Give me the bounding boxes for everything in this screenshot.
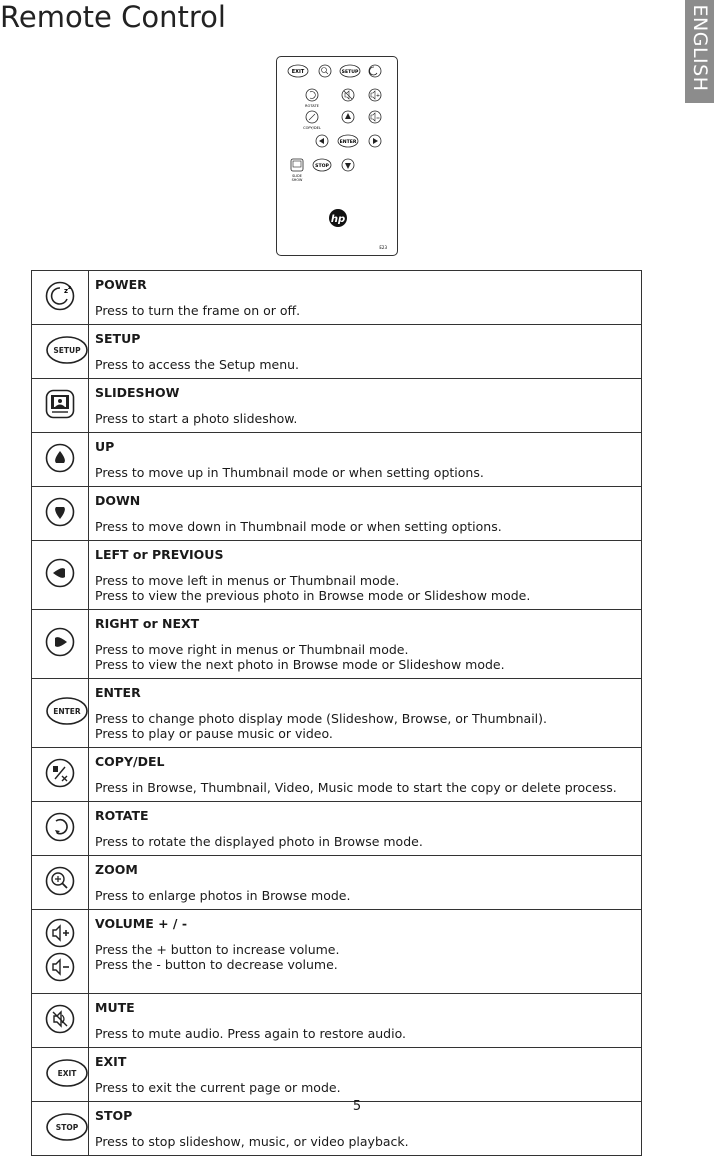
button-description: Press to play or pause music or video. — [95, 726, 333, 741]
table-row — [32, 541, 642, 610]
button-description: Press to view the next photo in Browse mode or Slideshow mode. — [95, 657, 505, 672]
volume-icon — [45, 918, 75, 982]
button-description: Press to mute audio. Press again to restore audio. — [95, 1026, 406, 1041]
exit-icon — [45, 1058, 75, 1088]
remote-enter-label: ENTER — [339, 140, 357, 145]
svg-text:SETUP: SETUP — [53, 345, 81, 355]
language-tab — [685, 0, 714, 103]
svg-text:EXIT: EXIT — [57, 1068, 77, 1078]
enter-icon — [45, 696, 81, 726]
table-row — [32, 271, 642, 325]
button-description: Press to access the Setup menu. — [95, 357, 300, 372]
right-icon — [45, 627, 75, 657]
table-row — [32, 994, 642, 1048]
button-description: Press to exit the current page or mode. — [95, 1080, 341, 1095]
copy-del-icon — [45, 758, 75, 788]
table-row — [32, 325, 642, 379]
button-name: SLIDESHOW — [95, 385, 180, 400]
zoom-icon — [45, 866, 75, 896]
button-description: Press to stop slideshow, music, or video playback. — [95, 1134, 409, 1149]
page-title: Remote Control — [0, 0, 226, 34]
table-row — [32, 748, 642, 802]
button-name: DOWN — [95, 493, 141, 508]
button-description: Press to move up in Thumbnail mode or when setting options. — [95, 465, 484, 480]
button-name: SETUP — [95, 331, 141, 346]
remote-copy-del-button — [303, 111, 321, 130]
button-description: Press in Browse, Thumbnail, Video, Music mode to start the copy or delete process. — [95, 780, 617, 795]
remote-rotate-button — [305, 89, 320, 108]
remote-rotate-label: ROTATE — [305, 104, 319, 108]
button-description: Press to move right in menus or Thumbnail mode. — [95, 642, 409, 657]
button-name: ROTATE — [95, 808, 149, 823]
stop-icon — [45, 1112, 79, 1142]
remote-stop-label: STOP — [315, 164, 329, 169]
button-description: Press to move left in menus or Thumbnail mode. — [95, 573, 400, 588]
slideshow-icon — [45, 389, 75, 419]
button-description: Press to turn the frame on or off. — [95, 303, 301, 318]
remote-volume-down-button — [369, 111, 381, 123]
remote-setup-label: SETUP — [341, 70, 359, 75]
remote-illustration — [276, 56, 398, 256]
button-description: Press to rotate the displayed photo in Browse mode. — [95, 834, 423, 849]
svg-text:STOP: STOP — [55, 1122, 79, 1132]
remote-right-button — [369, 135, 381, 147]
button-description: Press to enlarge photos in Browse mode. — [95, 888, 351, 903]
remote-zoom-button — [319, 65, 331, 77]
remote-enter-button — [338, 135, 358, 147]
button-name: POWER — [95, 277, 147, 292]
button-description: Press to start a photo slideshow. — [95, 411, 298, 426]
table-row — [32, 487, 642, 541]
setup-icon — [45, 335, 81, 365]
table-row — [32, 802, 642, 856]
button-description: Press the + button to increase volume. — [95, 942, 340, 957]
svg-text:ENTER: ENTER — [53, 707, 81, 716]
remote-exit-button — [288, 65, 308, 77]
table-row — [32, 610, 642, 679]
button-name: MUTE — [95, 1000, 135, 1015]
table-row — [32, 910, 642, 994]
button-name: EXIT — [95, 1054, 127, 1069]
button-reference-table — [31, 270, 642, 1156]
remote-power-button — [369, 65, 381, 77]
language-tab-label: ENGLISH — [689, 4, 711, 92]
mute-icon — [45, 1004, 75, 1034]
remote-slideshow-button — [291, 159, 303, 182]
remote-mute-button — [342, 89, 354, 101]
button-name: ZOOM — [95, 862, 138, 877]
table-row — [32, 679, 642, 748]
remote-left-button — [316, 135, 328, 147]
remote-stop-button — [313, 159, 331, 171]
button-name: UP — [95, 439, 115, 454]
svg-text:+: + — [375, 93, 381, 99]
svg-text:z: z — [64, 286, 69, 295]
left-icon — [45, 558, 75, 588]
table-row — [32, 1048, 642, 1102]
button-description: Press to change photo display mode (Slideshow, Browse, or Thumbnail). — [95, 711, 548, 726]
remote-model-label: E23 — [379, 245, 387, 250]
hp-logo — [329, 209, 347, 227]
remote-copy-del-label: COPY/DEL — [303, 126, 321, 130]
power-icon — [45, 281, 75, 311]
button-description: Press to view the previous photo in Browse mode or Slideshow mode. — [95, 588, 531, 603]
page-number: 5 — [352, 1099, 362, 1114]
remote-up-button — [342, 111, 354, 123]
remote-volume-up-button — [369, 89, 381, 101]
table-row — [32, 433, 642, 487]
button-name: STOP — [95, 1108, 133, 1123]
button-description: Press the - button to decrease volume. — [95, 957, 338, 972]
svg-text:z: z — [68, 284, 71, 291]
table-row — [32, 856, 642, 910]
button-name: VOLUME + / - — [95, 916, 188, 931]
remote-setup-button — [340, 65, 360, 77]
button-name: COPY/DEL — [95, 754, 165, 769]
remote-exit-label: EXIT — [291, 69, 305, 75]
button-description: Press to move down in Thumbnail mode or when setting options. — [95, 519, 502, 534]
button-name: LEFT or PREVIOUS — [95, 547, 224, 562]
hp-logo-text: hp — [330, 214, 346, 225]
down-icon — [45, 497, 75, 527]
button-name: RIGHT or NEXT — [95, 616, 200, 631]
button-name: ENTER — [95, 685, 141, 700]
remote-slideshow-label: SLIDE SHOW — [291, 174, 303, 182]
table-row — [32, 379, 642, 433]
rotate-icon — [45, 812, 75, 842]
remote-down-button — [342, 159, 354, 171]
up-icon — [45, 443, 75, 473]
